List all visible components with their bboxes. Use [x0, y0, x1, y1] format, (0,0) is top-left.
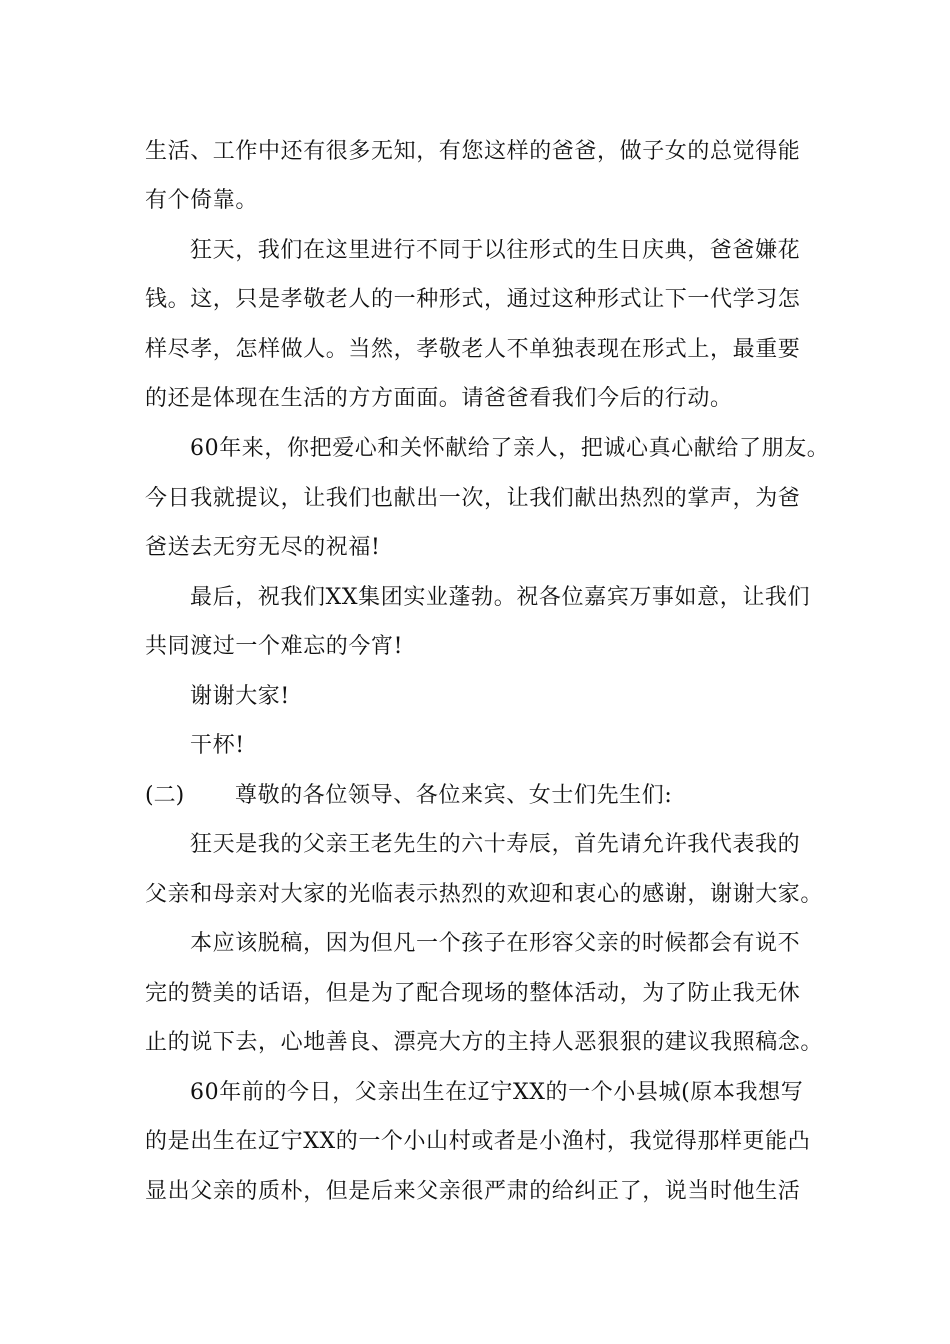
paragraph-start: 60年来，你把爱心和关怀献给了亲人，把诚心真心献给了朋友。 [190, 436, 830, 461]
text-line: 今日我就提议，让我们也献出一次，让我们献出热烈的掌声，为爸 [145, 486, 801, 511]
text-line: 生活、工作中还有很多无知，有您这样的爸爸，做子女的总觉得能 [145, 139, 801, 164]
text-line: 显出父亲的质朴，但是后来父亲很严肃的给纠正了，说当时他生活 [145, 1179, 801, 1204]
text-line: 的还是体现在生活的方方面面。请爸爸看我们今后的行动。 [145, 386, 733, 411]
text-line: 完的赞美的话语，但是为了配合现场的整体活动，为了防止我无休 [145, 981, 801, 1006]
closing-thanks: 谢谢大家! [190, 684, 290, 709]
text-line: 共同渡过一个难忘的今宵! [145, 634, 404, 659]
text-line: 钱。这，只是孝敬老人的一种形式，通过这种形式让下一代学习怎 [145, 287, 801, 312]
text-line: 有个倚靠。 [145, 188, 259, 213]
paragraph-start: 60年前的今日，父亲出生在辽宁XX的一个小县城(原本我想写 [190, 1080, 804, 1105]
paragraph-start: 最后，祝我们XX集团实业蓬勃。祝各位嘉宾万事如意，让我们 [190, 585, 811, 610]
paragraph-start: 狂天，我们在这里进行不同于以往形式的生日庆典，爸爸嫌花 [190, 238, 801, 263]
section-salutation: 尊敬的各位领导、各位来宾、女士们先生们: [235, 783, 673, 808]
text-line: 爸送去无穷无尽的祝福! [145, 535, 381, 560]
closing-toast: 干杯! [190, 733, 245, 758]
text-line: 样尽孝，怎样做人。当然，孝敬老人不单独表现在形式上，最重要 [145, 337, 801, 362]
section-number: (二) [145, 783, 185, 808]
section-two-heading [0, 781, 950, 811]
text-line: 的是出生在辽宁XX的一个小山村或者是小渔村，我觉得那样更能凸 [145, 1129, 811, 1154]
paragraph-start: 狂天是我的父亲王老先生的六十寿辰，首先请允许我代表我的 [190, 832, 801, 857]
text-line: 止的说下去，心地善良、漂亮大方的主持人恶狠狠的建议我照稿念。 [145, 1030, 824, 1055]
paragraph-start: 本应该脱稿，因为但凡一个孩子在形容父亲的时候都会有说不 [190, 931, 801, 956]
text-line: 父亲和母亲对大家的光临表示热烈的欢迎和衷心的感谢，谢谢大家。 [145, 882, 824, 907]
